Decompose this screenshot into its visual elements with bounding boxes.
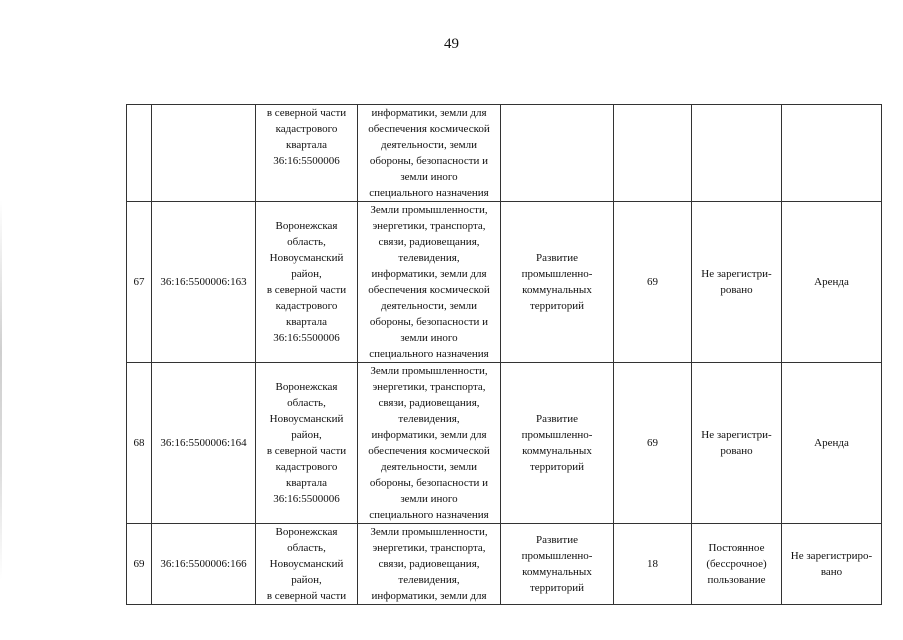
- cell-line: коммунальных: [522, 445, 592, 457]
- cadastral-number-cell: [152, 202, 256, 363]
- cell-text: 36:16:5500006:164: [160, 437, 247, 449]
- cell-text: 69: [647, 437, 658, 449]
- cell-line: информатики, земли для: [371, 268, 487, 280]
- encumbrance-cell: [782, 105, 882, 202]
- cell-line: промышленно-: [521, 268, 593, 280]
- cell-line: энергетики, транспорта,: [372, 220, 486, 232]
- cell-line: телевидения,: [398, 252, 460, 264]
- area-cell: [614, 202, 692, 363]
- cell-line: ровано: [720, 284, 753, 296]
- cell-line: обеспечения космической: [368, 445, 490, 457]
- encumbrance-cell: [782, 202, 882, 363]
- cell-line: информатики, земли для: [371, 107, 487, 119]
- cell-line: кадастрового: [275, 123, 338, 135]
- cell-line: 36:16:5500006: [273, 155, 340, 167]
- cell-line: область,: [287, 236, 326, 248]
- cell-line: квартала: [286, 477, 327, 489]
- encumbrance-cell: [782, 524, 882, 605]
- cell-line: ровано: [720, 445, 753, 457]
- cell-line: деятельности, земли: [380, 461, 478, 473]
- cell-line: Новоусманский: [269, 558, 344, 570]
- cell-line: энергетики, транспорта,: [372, 381, 486, 393]
- rights-cell: [692, 105, 782, 202]
- row-number-cell: [127, 524, 152, 605]
- cadastral-number-cell: [152, 105, 256, 202]
- cell-line: в северной части: [266, 107, 347, 119]
- cell-line: Аренда: [814, 276, 849, 288]
- cadastral-number-cell: [152, 524, 256, 605]
- land-category-cell: [358, 363, 501, 524]
- cell-line: Земли промышленности,: [370, 365, 488, 377]
- cell-line: вано: [820, 566, 843, 578]
- cell-line: коммунальных: [522, 284, 592, 296]
- cell-line: деятельности, земли: [380, 300, 478, 312]
- cell-text: 68: [133, 437, 145, 449]
- cell-line: обороны, безопасности и: [369, 477, 489, 489]
- cell-line: Развитие: [535, 252, 578, 264]
- cell-line: Не зарегистри-: [701, 429, 772, 441]
- cell-line: телевидения,: [398, 413, 460, 425]
- cell-line: земли иного: [400, 171, 458, 183]
- cell-line: Развитие: [535, 413, 578, 425]
- page-number: 49: [444, 36, 459, 52]
- cell-line: коммунальных: [522, 566, 592, 578]
- cell-line: (бессрочное): [706, 558, 767, 570]
- land-plots-table: [126, 104, 882, 605]
- cell-line: связи, радиовещания,: [378, 558, 480, 570]
- cell-text: 69: [133, 558, 145, 570]
- land-category-cell: [358, 105, 501, 202]
- cell-line: пользование: [707, 574, 766, 586]
- land-category-cell: [358, 202, 501, 363]
- cell-line: область,: [287, 397, 326, 409]
- location-cell: [256, 363, 358, 524]
- cell-line: Воронежская: [275, 381, 338, 393]
- cell-line: Воронежская: [275, 526, 338, 538]
- location-cell: [256, 105, 358, 202]
- cell-line: Постоянное: [708, 542, 765, 554]
- permitted-use-cell: [501, 363, 614, 524]
- area-cell: [614, 105, 692, 202]
- cell-line: квартала: [286, 139, 327, 151]
- cell-line: кадастрового: [275, 461, 338, 473]
- cell-line: деятельности, земли: [380, 139, 478, 151]
- cell-line: промышленно-: [521, 429, 593, 441]
- cell-line: территорий: [529, 582, 584, 594]
- cell-line: Не зарегистриро-: [790, 550, 873, 562]
- cell-line: связи, радиовещания,: [378, 397, 480, 409]
- cell-line: обороны, безопасности и: [369, 155, 489, 167]
- cell-line: квартала: [286, 316, 327, 328]
- table-row: [127, 363, 882, 524]
- cell-line: 36:16:5500006: [273, 332, 340, 344]
- cell-line: специального назначения: [369, 509, 489, 521]
- cell-line: область,: [287, 542, 326, 554]
- cell-line: район,: [291, 429, 322, 441]
- cell-line: район,: [291, 574, 322, 586]
- permitted-use-cell: [501, 524, 614, 605]
- cell-line: информатики, земли для: [371, 590, 487, 602]
- row-number-cell: [127, 105, 152, 202]
- rights-cell: [692, 202, 782, 363]
- rights-cell: [692, 524, 782, 605]
- rights-cell: [692, 363, 782, 524]
- row-number-cell: [127, 202, 152, 363]
- cell-line: земли иного: [400, 493, 458, 505]
- scan-edge-shadow: [0, 200, 2, 580]
- cell-text: 36:16:5500006:163: [160, 276, 247, 288]
- cell-line: Земли промышленности,: [370, 526, 488, 538]
- cell-text: 67: [133, 276, 145, 288]
- cell-line: в северной части: [266, 590, 347, 602]
- cell-text: 69: [647, 276, 658, 288]
- permitted-use-cell: [501, 202, 614, 363]
- cell-line: телевидения,: [398, 574, 460, 586]
- cell-line: специального назначения: [369, 187, 489, 199]
- cell-line: обеспечения космической: [368, 284, 490, 296]
- cell-line: Земли промышленности,: [370, 204, 488, 216]
- cell-text: 18: [647, 558, 658, 570]
- cell-line: Новоусманский: [269, 252, 344, 264]
- cell-line: территорий: [529, 300, 584, 312]
- cell-line: Развитие: [535, 534, 578, 546]
- cell-line: промышленно-: [521, 550, 593, 562]
- cell-line: энергетики, транспорта,: [372, 542, 486, 554]
- cell-line: в северной части: [266, 284, 347, 296]
- permitted-use-cell: [501, 105, 614, 202]
- cell-line: Не зарегистри-: [701, 268, 772, 280]
- cell-line: обеспечения космической: [368, 123, 490, 135]
- area-cell: [614, 524, 692, 605]
- cell-line: территорий: [529, 461, 584, 473]
- land-category-cell: [358, 524, 501, 605]
- cell-line: связи, радиовещания,: [378, 236, 480, 248]
- cell-line: Воронежская: [275, 220, 338, 232]
- table-row: [127, 202, 882, 363]
- cell-line: специального назначения: [369, 348, 489, 360]
- cell-text: 36:16:5500006:166: [160, 558, 247, 570]
- cell-line: кадастрового: [275, 300, 338, 312]
- encumbrance-cell: [782, 363, 882, 524]
- row-number-cell: [127, 363, 152, 524]
- table-row: [127, 105, 882, 202]
- cell-line: информатики, земли для: [371, 429, 487, 441]
- location-cell: [256, 524, 358, 605]
- cell-line: район,: [291, 268, 322, 280]
- cell-line: Новоусманский: [269, 413, 344, 425]
- cell-line: земли иного: [400, 332, 458, 344]
- cell-line: обороны, безопасности и: [369, 316, 489, 328]
- cadastral-number-cell: [152, 363, 256, 524]
- table-row: [127, 524, 882, 605]
- location-cell: [256, 202, 358, 363]
- cell-line: в северной части: [266, 445, 347, 457]
- area-cell: [614, 363, 692, 524]
- cell-line: Аренда: [814, 437, 849, 449]
- cell-line: 36:16:5500006: [273, 493, 340, 505]
